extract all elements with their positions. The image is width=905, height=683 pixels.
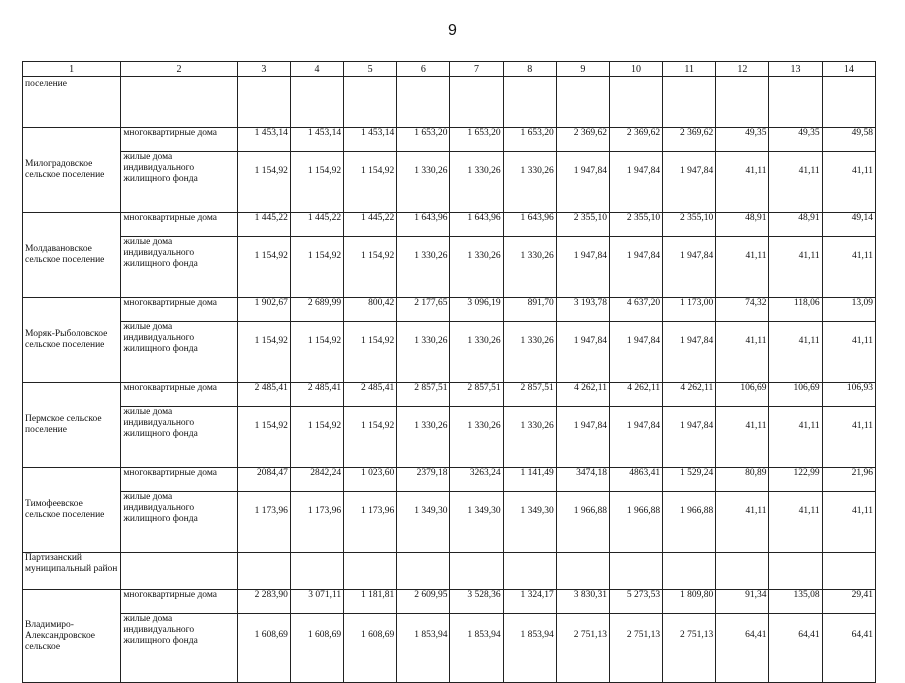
column-header: 12: [716, 62, 769, 77]
empty-cell: [450, 553, 503, 590]
value-cell: 1 853,94: [397, 614, 450, 683]
value-cell: 1 173,96: [237, 492, 290, 553]
value-cell: 1 966,88: [609, 492, 662, 553]
value-cell: 1 330,26: [450, 322, 503, 383]
value-cell: 1 809,80: [663, 590, 716, 614]
tariff-table: [22, 61, 876, 683]
value-cell: 1 330,26: [503, 322, 556, 383]
value-cell: 91,34: [716, 590, 769, 614]
value-cell: 80,89: [716, 468, 769, 492]
value-cell: 41,11: [769, 407, 822, 468]
value-cell: 13,09: [822, 298, 875, 322]
value-cell: 2 355,10: [556, 213, 609, 237]
value-cell: 1 154,92: [344, 407, 397, 468]
value-cell: 1 947,84: [663, 152, 716, 213]
column-header: 9: [556, 62, 609, 77]
housing-type-label: жилые дома индивидуального жилищного фонда: [121, 492, 237, 553]
value-cell: 41,11: [822, 492, 875, 553]
table-row: [23, 407, 876, 468]
value-cell: 106,93: [822, 383, 875, 407]
table-row: [23, 590, 876, 614]
value-cell: 1 643,96: [397, 213, 450, 237]
housing-type-label: жилые дома индивидуального жилищного фонда: [121, 614, 237, 683]
value-cell: 3 193,78: [556, 298, 609, 322]
value-cell: 1 966,88: [556, 492, 609, 553]
value-cell: 1 947,84: [556, 322, 609, 383]
column-header: 10: [609, 62, 662, 77]
value-cell: 29,41: [822, 590, 875, 614]
value-cell: 1 349,30: [503, 492, 556, 553]
value-cell: 1 608,69: [290, 614, 343, 683]
empty-cell: [450, 77, 503, 128]
value-cell: 1 853,94: [450, 614, 503, 683]
value-cell: 4 637,20: [609, 298, 662, 322]
empty-cell: [663, 553, 716, 590]
empty-cell: [822, 553, 875, 590]
value-cell: 5 273,53: [609, 590, 662, 614]
value-cell: 1 023,60: [344, 468, 397, 492]
value-cell: 106,69: [769, 383, 822, 407]
value-cell: 1 947,84: [663, 237, 716, 298]
column-header: 13: [769, 62, 822, 77]
value-cell: 64,41: [716, 614, 769, 683]
housing-type-label: многоквартирные дома: [121, 298, 237, 322]
settlement-name: Пермское сельское поселение: [23, 383, 121, 468]
value-cell: 4 262,11: [609, 383, 662, 407]
value-cell: 1 608,69: [237, 614, 290, 683]
district-row: [23, 553, 876, 590]
value-cell: 2 355,10: [609, 213, 662, 237]
value-cell: 2 751,13: [556, 614, 609, 683]
value-cell: 1 349,30: [450, 492, 503, 553]
value-cell: 49,35: [716, 128, 769, 152]
value-cell: 2 485,41: [237, 383, 290, 407]
value-cell: 2 355,10: [663, 213, 716, 237]
value-cell: 2084,47: [237, 468, 290, 492]
empty-cell: [290, 77, 343, 128]
value-cell: 1 947,84: [556, 407, 609, 468]
value-cell: 1 330,26: [397, 152, 450, 213]
value-cell: 3474,18: [556, 468, 609, 492]
value-cell: 1 349,30: [397, 492, 450, 553]
housing-type-label: жилые дома индивидуального жилищного фонда: [121, 237, 237, 298]
value-cell: 800,42: [344, 298, 397, 322]
value-cell: 1 154,92: [237, 322, 290, 383]
value-cell: 3263,24: [450, 468, 503, 492]
value-cell: 49,35: [769, 128, 822, 152]
empty-cell: [121, 77, 237, 128]
value-cell: 1 453,14: [344, 128, 397, 152]
value-cell: 41,11: [822, 237, 875, 298]
value-cell: 2 689,99: [290, 298, 343, 322]
value-cell: 2 177,65: [397, 298, 450, 322]
value-cell: 41,11: [769, 492, 822, 553]
value-cell: 2 485,41: [290, 383, 343, 407]
value-cell: 1 154,92: [344, 152, 397, 213]
value-cell: 1 154,92: [290, 237, 343, 298]
value-cell: 1 643,96: [503, 213, 556, 237]
table-row: [23, 614, 876, 683]
value-cell: 1 947,84: [609, 407, 662, 468]
settlement-name: Владимиро-Александровское сельское: [23, 590, 121, 683]
settlement-name: Моряк-Рыболовское сельское поселение: [23, 298, 121, 383]
column-header: 2: [121, 62, 237, 77]
value-cell: 1 947,84: [609, 322, 662, 383]
value-cell: 3 071,11: [290, 590, 343, 614]
value-cell: 118,06: [769, 298, 822, 322]
value-cell: 41,11: [716, 407, 769, 468]
value-cell: 2 751,13: [609, 614, 662, 683]
table-row: [23, 77, 876, 128]
value-cell: 1 173,96: [290, 492, 343, 553]
value-cell: 41,11: [769, 237, 822, 298]
column-header: 8: [503, 62, 556, 77]
table-row: [23, 213, 876, 237]
value-cell: 1 330,26: [450, 407, 503, 468]
value-cell: 1 181,81: [344, 590, 397, 614]
table-row: [23, 298, 876, 322]
value-cell: 1 608,69: [344, 614, 397, 683]
value-cell: 2 857,51: [503, 383, 556, 407]
value-cell: 1 324,17: [503, 590, 556, 614]
value-cell: 4 262,11: [556, 383, 609, 407]
value-cell: 41,11: [716, 152, 769, 213]
value-cell: 1 154,92: [344, 322, 397, 383]
value-cell: 2 857,51: [397, 383, 450, 407]
value-cell: 1 947,84: [556, 237, 609, 298]
value-cell: 1 330,26: [503, 237, 556, 298]
empty-cell: [716, 553, 769, 590]
value-cell: 2 283,90: [237, 590, 290, 614]
value-cell: 1 141,49: [503, 468, 556, 492]
value-cell: 1 330,26: [397, 407, 450, 468]
value-cell: 1 947,84: [609, 152, 662, 213]
value-cell: 1 453,14: [290, 128, 343, 152]
value-cell: 1 154,92: [290, 322, 343, 383]
empty-cell: [609, 77, 662, 128]
value-cell: 1 154,92: [237, 237, 290, 298]
value-cell: 41,11: [822, 152, 875, 213]
column-header: 5: [344, 62, 397, 77]
empty-cell: [716, 77, 769, 128]
empty-cell: [503, 77, 556, 128]
value-cell: 49,14: [822, 213, 875, 237]
value-cell: 2 369,62: [609, 128, 662, 152]
column-header: 7: [450, 62, 503, 77]
table-row: [23, 468, 876, 492]
column-header: 6: [397, 62, 450, 77]
value-cell: 2 369,62: [663, 128, 716, 152]
value-cell: 3 528,36: [450, 590, 503, 614]
value-cell: 1 653,20: [450, 128, 503, 152]
value-cell: 48,91: [716, 213, 769, 237]
column-header: 4: [290, 62, 343, 77]
empty-cell: [237, 553, 290, 590]
empty-cell: [663, 77, 716, 128]
value-cell: 2 857,51: [450, 383, 503, 407]
table-body: [23, 62, 876, 683]
empty-cell: [609, 553, 662, 590]
settlement-name: Тимофеевское сельское поселение: [23, 468, 121, 553]
value-cell: 3 830,31: [556, 590, 609, 614]
value-cell: 2 369,62: [556, 128, 609, 152]
value-cell: 1 330,26: [450, 152, 503, 213]
value-cell: 1 173,96: [344, 492, 397, 553]
housing-type-label: жилые дома индивидуального жилищного фонда: [121, 152, 237, 213]
column-header: 11: [663, 62, 716, 77]
empty-cell: [556, 553, 609, 590]
value-cell: 2842,24: [290, 468, 343, 492]
value-cell: 1 653,20: [503, 128, 556, 152]
settlement-name: Молдавановское сельское поселение: [23, 213, 121, 298]
column-header: 1: [23, 62, 121, 77]
value-cell: 1 330,26: [450, 237, 503, 298]
value-cell: 1 947,84: [663, 322, 716, 383]
empty-cell: [290, 553, 343, 590]
value-cell: 1 445,22: [237, 213, 290, 237]
housing-type-label: многоквартирные дома: [121, 128, 237, 152]
empty-cell: [397, 77, 450, 128]
value-cell: 1 947,84: [663, 407, 716, 468]
value-cell: 1 330,26: [503, 407, 556, 468]
value-cell: 1 154,92: [290, 152, 343, 213]
value-cell: 3 096,19: [450, 298, 503, 322]
value-cell: 135,08: [769, 590, 822, 614]
value-cell: 1 154,92: [237, 407, 290, 468]
value-cell: 41,11: [769, 152, 822, 213]
value-cell: 2379,18: [397, 468, 450, 492]
value-cell: 122,99: [769, 468, 822, 492]
value-cell: 1 653,20: [397, 128, 450, 152]
housing-type-label: многоквартирные дома: [121, 383, 237, 407]
value-cell: 41,11: [822, 407, 875, 468]
table-row: [23, 322, 876, 383]
value-cell: 49,58: [822, 128, 875, 152]
value-cell: 41,11: [716, 237, 769, 298]
value-cell: 106,69: [716, 383, 769, 407]
page-number: 9: [448, 22, 457, 39]
table-row: [23, 237, 876, 298]
table-row: [23, 383, 876, 407]
empty-cell: [237, 77, 290, 128]
value-cell: 1 853,94: [503, 614, 556, 683]
housing-type-label: жилые дома индивидуального жилищного фонда: [121, 407, 237, 468]
value-cell: 1 947,84: [609, 237, 662, 298]
value-cell: 2 485,41: [344, 383, 397, 407]
value-cell: 891,70: [503, 298, 556, 322]
housing-type-label: многоквартирные дома: [121, 213, 237, 237]
value-cell: 74,32: [716, 298, 769, 322]
value-cell: 41,11: [769, 322, 822, 383]
empty-cell: [503, 553, 556, 590]
value-cell: 64,41: [822, 614, 875, 683]
value-cell: 21,96: [822, 468, 875, 492]
settlement-name: поселение: [23, 77, 121, 128]
value-cell: 4863,41: [609, 468, 662, 492]
settlement-name: Милоградовское сельское поселение: [23, 128, 121, 213]
value-cell: 1 947,84: [556, 152, 609, 213]
value-cell: 1 445,22: [290, 213, 343, 237]
value-cell: 2 751,13: [663, 614, 716, 683]
value-cell: 4 262,11: [663, 383, 716, 407]
value-cell: 41,11: [716, 492, 769, 553]
table-row: [23, 152, 876, 213]
value-cell: 1 453,14: [237, 128, 290, 152]
value-cell: 48,91: [769, 213, 822, 237]
value-cell: 1 330,26: [503, 152, 556, 213]
table-row: [23, 492, 876, 553]
value-cell: 2 609,95: [397, 590, 450, 614]
value-cell: 1 529,24: [663, 468, 716, 492]
empty-cell: [769, 77, 822, 128]
value-cell: 1 173,00: [663, 298, 716, 322]
empty-cell: [822, 77, 875, 128]
column-header: 3: [237, 62, 290, 77]
value-cell: 1 966,88: [663, 492, 716, 553]
empty-cell: [769, 553, 822, 590]
column-header: 14: [822, 62, 875, 77]
value-cell: 64,41: [769, 614, 822, 683]
empty-cell: [344, 553, 397, 590]
empty-cell: [344, 77, 397, 128]
housing-type-label: жилые дома индивидуального жилищного фонда: [121, 322, 237, 383]
value-cell: 41,11: [822, 322, 875, 383]
table-row: [23, 128, 876, 152]
empty-cell: [121, 553, 237, 590]
value-cell: 1 330,26: [397, 237, 450, 298]
housing-type-label: многоквартирные дома: [121, 468, 237, 492]
value-cell: 1 445,22: [344, 213, 397, 237]
value-cell: 1 154,92: [344, 237, 397, 298]
district-name: Партизанский муниципальный район: [23, 553, 121, 590]
header-row: [23, 62, 876, 77]
housing-type-label: многоквартирные дома: [121, 590, 237, 614]
value-cell: 1 154,92: [290, 407, 343, 468]
value-cell: 1 330,26: [397, 322, 450, 383]
value-cell: 1 154,92: [237, 152, 290, 213]
value-cell: 1 902,67: [237, 298, 290, 322]
value-cell: 1 643,96: [450, 213, 503, 237]
empty-cell: [397, 553, 450, 590]
empty-cell: [556, 77, 609, 128]
value-cell: 41,11: [716, 322, 769, 383]
